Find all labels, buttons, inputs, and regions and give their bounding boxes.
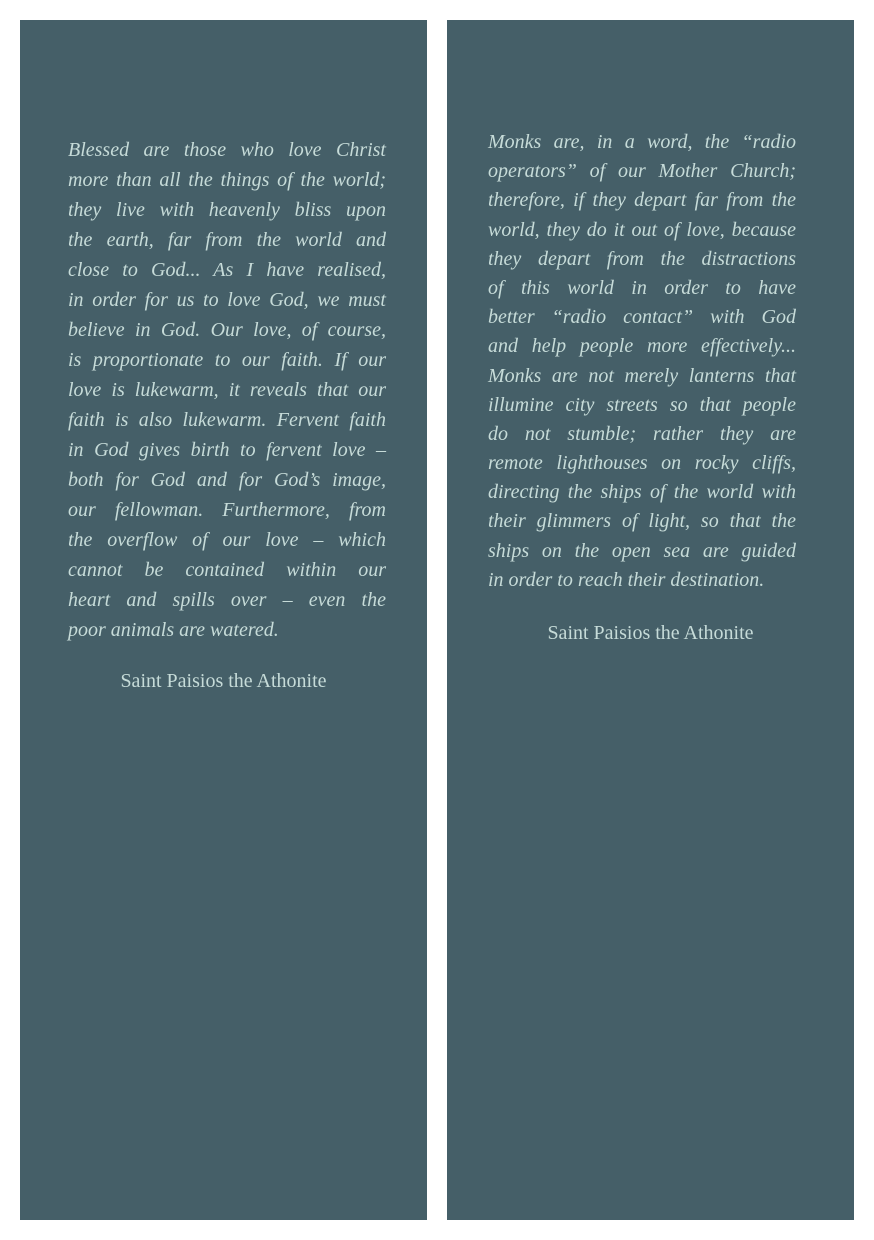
quote-line: the overflow of our love – which xyxy=(68,529,386,551)
quote-line: is proportionate to our faith. If our xyxy=(68,349,386,371)
quote-line: their glimmers of light, so that the xyxy=(488,510,796,533)
quote-line: therefore, if they depart far from the xyxy=(488,189,796,212)
quote-line: world, they do it out of love, because xyxy=(488,218,796,241)
bookmark-left xyxy=(20,20,427,1220)
attribution: Saint Paisios the Athonite xyxy=(547,622,754,644)
quote-line: the earth, far from the world and xyxy=(68,229,386,251)
quote-line: illumine city streets so that people xyxy=(488,393,796,416)
quote-line: cannot be contained within our xyxy=(68,559,386,581)
quote-line: close to God... As I have realised, xyxy=(68,259,386,281)
quote-line: faith is also lukewarm. Fervent faith xyxy=(68,409,386,431)
quote-line: they live with heavenly bliss upon xyxy=(68,199,386,221)
quote-line: believe in God. Our love, of course, xyxy=(68,319,386,341)
quote-line: poor animals are watered. xyxy=(68,619,279,641)
quote-line: in order to reach their destination. xyxy=(488,568,765,591)
quote-line: both for God and for God’s image, xyxy=(68,469,386,491)
quote-line: our fellowman. Furthermore, from xyxy=(68,499,386,521)
quote-line: Blessed are those who love Christ xyxy=(68,139,386,161)
quote-text xyxy=(488,128,796,595)
quote-line: heart and spills over – even the xyxy=(68,589,386,611)
quote-line: Monks are not merely lanterns that xyxy=(488,364,796,387)
quote-text xyxy=(68,135,386,645)
attribution: Saint Paisios the Athonite xyxy=(120,670,327,692)
quote-line: in order for us to love God, we must xyxy=(68,289,386,311)
quote-line: directing the ships of the world with xyxy=(488,481,796,504)
quote-line: and help people more effectively... xyxy=(488,335,796,358)
quote-line: in God gives birth to fervent love – xyxy=(68,439,386,461)
quote-line: operators” of our Mother Church; xyxy=(488,160,796,183)
quote-line: better “radio contact” with God xyxy=(488,306,796,329)
quote-line: Monks are, in a word, the “radio xyxy=(488,131,796,153)
bookmark-right xyxy=(447,20,854,1220)
quote-line: do not stumble; rather they are xyxy=(488,422,796,445)
quote-line: more than all the things of the world; xyxy=(68,169,386,191)
quote-line: love is lukewarm, it reveals that our xyxy=(68,379,386,401)
quote-line: remote lighthouses on rocky cliffs, xyxy=(488,452,796,475)
quote-line: of this world in order to have xyxy=(488,276,796,299)
quote-line: ships on the open sea are guided xyxy=(488,539,796,562)
quote-line: they depart from the distractions xyxy=(488,247,796,270)
